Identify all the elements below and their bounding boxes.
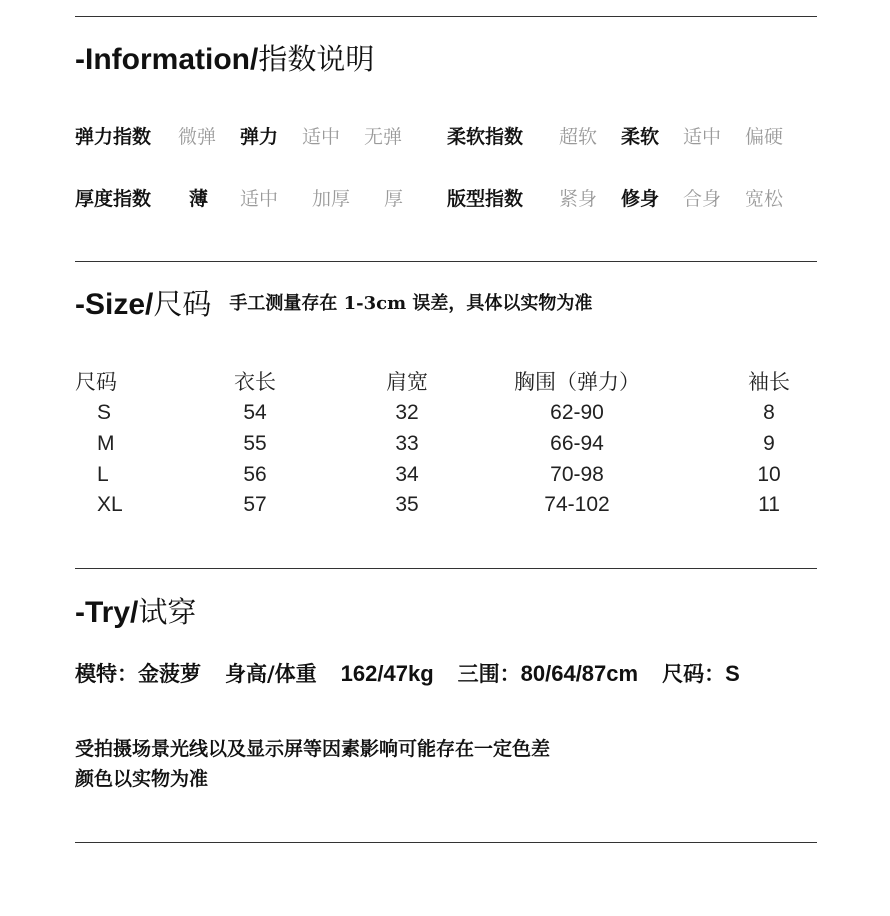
- thickness-option-4: 厚: [384, 188, 404, 210]
- softness-option-1: 超软: [559, 126, 598, 148]
- fit-option-2: 修身: [621, 188, 660, 210]
- cell-shoulder: 33: [395, 432, 419, 455]
- cell-sleeve: 8: [763, 401, 775, 424]
- information-heading-en: -Information/: [75, 43, 259, 76]
- column-size: 尺码: [75, 370, 117, 394]
- model-info: [75, 660, 815, 688]
- size-table-header: [75, 368, 815, 396]
- table-row: [75, 399, 815, 427]
- try-heading: [75, 595, 197, 629]
- color-notice-line-1: 受拍摄场景光线以及显示屏等因素影响可能存在一定色差: [75, 738, 551, 760]
- cell-sleeve: 9: [763, 432, 775, 455]
- cell-shoulder: 34: [395, 463, 419, 486]
- information-heading: [75, 42, 375, 76]
- fit-option-1: 紧身: [559, 188, 598, 210]
- height-weight-label: 身高/体重: [225, 662, 317, 686]
- softness-option-2: 柔软: [621, 126, 660, 148]
- cell-length: 56: [243, 463, 267, 486]
- height-weight-value: 162/47kg: [340, 661, 434, 686]
- elasticity-option-2: 弹力: [240, 126, 279, 148]
- softness-label: 柔软指数: [447, 126, 524, 148]
- cell-size: L: [97, 463, 109, 486]
- model-name: 金菠萝: [138, 662, 201, 686]
- size-heading: [75, 287, 593, 321]
- cell-size: M: [97, 432, 115, 455]
- cell-shoulder: 32: [395, 401, 419, 424]
- measurements-label: 三围：: [457, 662, 521, 686]
- size-note: 手工测量存在 1-3cm 误差，具体以实物为准: [229, 293, 593, 315]
- index-row-2: [75, 186, 815, 212]
- model-label: 模特：: [75, 662, 138, 686]
- size-heading-cn: 尺码: [153, 287, 212, 321]
- column-chest: 胸围（弹力）: [514, 370, 640, 394]
- measurements-value: 80/64/87cm: [520, 661, 639, 686]
- softness-option-4: 偏硬: [745, 126, 784, 148]
- divider-bottom: [75, 842, 817, 843]
- try-heading-cn: 试穿: [138, 595, 197, 629]
- elasticity-option-3: 适中: [302, 126, 341, 148]
- cell-length: 55: [243, 432, 267, 455]
- fit-label: 版型指数: [447, 188, 524, 210]
- elasticity-label: 弹力指数: [75, 126, 152, 148]
- size-heading-en: -Size/: [75, 288, 154, 321]
- cell-length: 54: [243, 401, 267, 424]
- cell-shoulder: 35: [395, 493, 419, 516]
- elasticity-option-4: 无弹: [364, 126, 403, 148]
- thickness-option-3: 加厚: [312, 188, 351, 210]
- column-length: 衣长: [234, 370, 276, 394]
- cell-chest: 62-90: [550, 401, 604, 424]
- index-row-1: [75, 124, 815, 150]
- cell-chest: 66-94: [550, 432, 604, 455]
- color-notice-line-2: 颜色以实物为准: [75, 768, 209, 790]
- cell-chest: 70-98: [550, 463, 604, 486]
- model-size-label: 尺码：: [662, 662, 726, 686]
- information-heading-cn: 指数说明: [258, 42, 375, 76]
- fit-option-3: 合身: [683, 188, 722, 210]
- column-sleeve: 袖长: [748, 370, 790, 394]
- cell-sleeve: 10: [757, 463, 781, 486]
- try-heading-en: -Try/: [75, 596, 139, 629]
- divider-top: [75, 16, 817, 17]
- thickness-option-1: 薄: [189, 188, 209, 210]
- cell-length: 57: [243, 493, 267, 516]
- table-row: [75, 430, 815, 458]
- thickness-option-2: 适中: [240, 188, 279, 210]
- elasticity-option-1: 微弹: [178, 126, 217, 148]
- fit-option-4: 宽松: [745, 188, 784, 210]
- table-row: [75, 491, 815, 519]
- divider-info-size: [75, 261, 817, 262]
- cell-sleeve: 11: [758, 493, 780, 516]
- softness-option-3: 适中: [683, 126, 722, 148]
- model-size-value: S: [725, 661, 740, 686]
- thickness-label: 厚度指数: [75, 188, 152, 210]
- cell-chest: 74-102: [544, 493, 610, 516]
- column-shoulder: 肩宽: [386, 370, 428, 394]
- divider-size-try: [75, 568, 817, 569]
- cell-size: S: [97, 401, 112, 424]
- cell-size: XL: [97, 493, 123, 516]
- table-row: [75, 461, 815, 489]
